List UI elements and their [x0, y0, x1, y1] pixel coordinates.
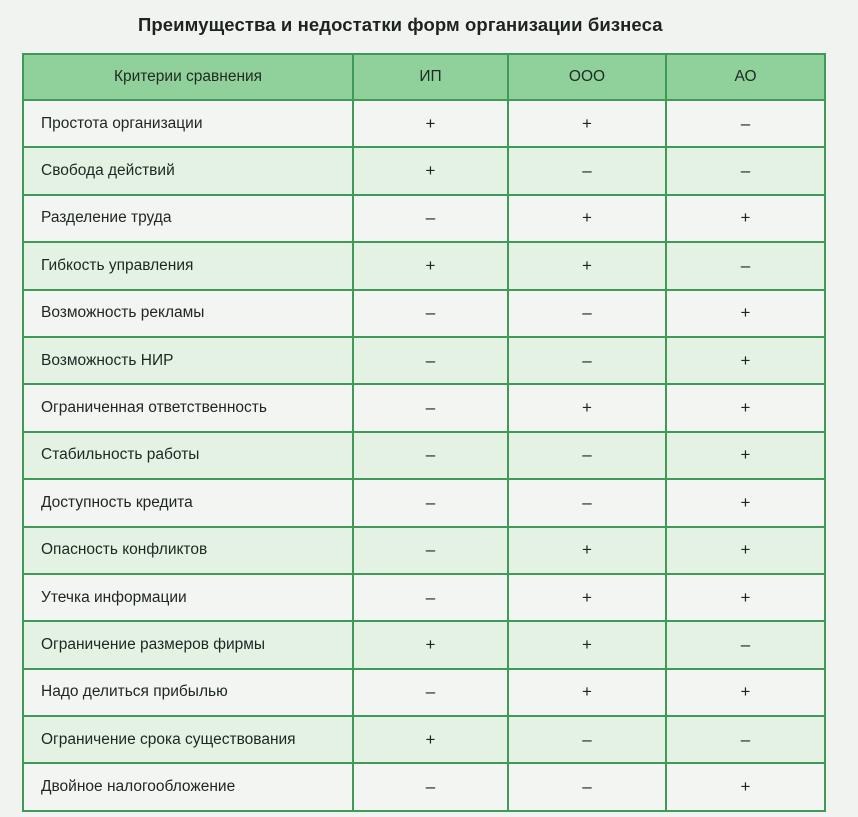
ooo-cell: – — [508, 147, 666, 194]
criterion-cell: Утечка информации — [23, 574, 353, 621]
ip-cell: + — [353, 147, 508, 194]
criterion-cell: Стабильность работы — [23, 432, 353, 479]
table-row — [23, 384, 825, 431]
comparison-table — [22, 53, 826, 812]
criterion-cell: Ограниченная ответственность — [23, 384, 353, 431]
table-row — [23, 195, 825, 242]
header-ooo: ООО — [508, 54, 666, 100]
ao-cell: + — [666, 574, 825, 621]
ip-cell: – — [353, 384, 508, 431]
table-row — [23, 290, 825, 337]
table-row — [23, 100, 825, 147]
ooo-cell: – — [508, 432, 666, 479]
table-row — [23, 716, 825, 763]
criterion-cell: Разделение труда — [23, 195, 353, 242]
ooo-cell: – — [508, 337, 666, 384]
ooo-cell: + — [508, 669, 666, 716]
ip-cell: + — [353, 242, 508, 289]
ip-cell: – — [353, 432, 508, 479]
table-row — [23, 147, 825, 194]
table-row — [23, 669, 825, 716]
table-header-row — [23, 54, 825, 100]
ooo-cell: – — [508, 479, 666, 526]
ao-cell: – — [666, 716, 825, 763]
ao-cell: – — [666, 621, 825, 668]
criterion-cell: Доступность кредита — [23, 479, 353, 526]
table-row — [23, 337, 825, 384]
ao-cell: – — [666, 100, 825, 147]
criterion-cell: Ограничение срока существования — [23, 716, 353, 763]
ip-cell: + — [353, 621, 508, 668]
page-title: Преимущества и недостатки форм организации бизнеса — [138, 14, 663, 35]
table-row — [23, 527, 825, 574]
ao-cell: + — [666, 195, 825, 242]
ip-cell: – — [353, 574, 508, 621]
ao-cell: + — [666, 669, 825, 716]
ao-cell: + — [666, 527, 825, 574]
criterion-cell: Надо делиться прибылью — [23, 669, 353, 716]
ooo-cell: + — [508, 527, 666, 574]
ip-cell: + — [353, 716, 508, 763]
ooo-cell: – — [508, 290, 666, 337]
ip-cell: + — [353, 100, 508, 147]
ao-cell: + — [666, 290, 825, 337]
header-ao: АО — [666, 54, 825, 100]
ooo-cell: + — [508, 621, 666, 668]
criterion-cell: Возможность рекламы — [23, 290, 353, 337]
criterion-cell: Двойное налогообложение — [23, 763, 353, 811]
comparison-table-container — [22, 53, 824, 812]
ooo-cell: – — [508, 716, 666, 763]
ooo-cell: – — [508, 763, 666, 811]
ao-cell: – — [666, 242, 825, 289]
ao-cell: + — [666, 763, 825, 811]
ao-cell: + — [666, 432, 825, 479]
ao-cell: + — [666, 384, 825, 431]
ao-cell: + — [666, 337, 825, 384]
ooo-cell: + — [508, 242, 666, 289]
criterion-cell: Свобода действий — [23, 147, 353, 194]
ip-cell: – — [353, 290, 508, 337]
table-row — [23, 432, 825, 479]
table-row — [23, 621, 825, 668]
criterion-cell: Опасность конфликтов — [23, 527, 353, 574]
ip-cell: – — [353, 479, 508, 526]
table-row — [23, 479, 825, 526]
ooo-cell: + — [508, 100, 666, 147]
criterion-cell: Возможность НИР — [23, 337, 353, 384]
table-row — [23, 242, 825, 289]
table-row — [23, 574, 825, 621]
ip-cell: – — [353, 337, 508, 384]
criterion-cell: Ограничение размеров фирмы — [23, 621, 353, 668]
ooo-cell: + — [508, 195, 666, 242]
criterion-cell: Гибкость управления — [23, 242, 353, 289]
criterion-cell: Простота организации — [23, 100, 353, 147]
ooo-cell: + — [508, 384, 666, 431]
table-row — [23, 763, 825, 811]
ip-cell: – — [353, 527, 508, 574]
header-criteria: Критерии сравнения — [23, 54, 353, 100]
ao-cell: + — [666, 479, 825, 526]
ooo-cell: + — [508, 574, 666, 621]
table-body — [23, 100, 825, 811]
header-ip: ИП — [353, 54, 508, 100]
ip-cell: – — [353, 195, 508, 242]
ip-cell: – — [353, 669, 508, 716]
ip-cell: – — [353, 763, 508, 811]
ao-cell: – — [666, 147, 825, 194]
